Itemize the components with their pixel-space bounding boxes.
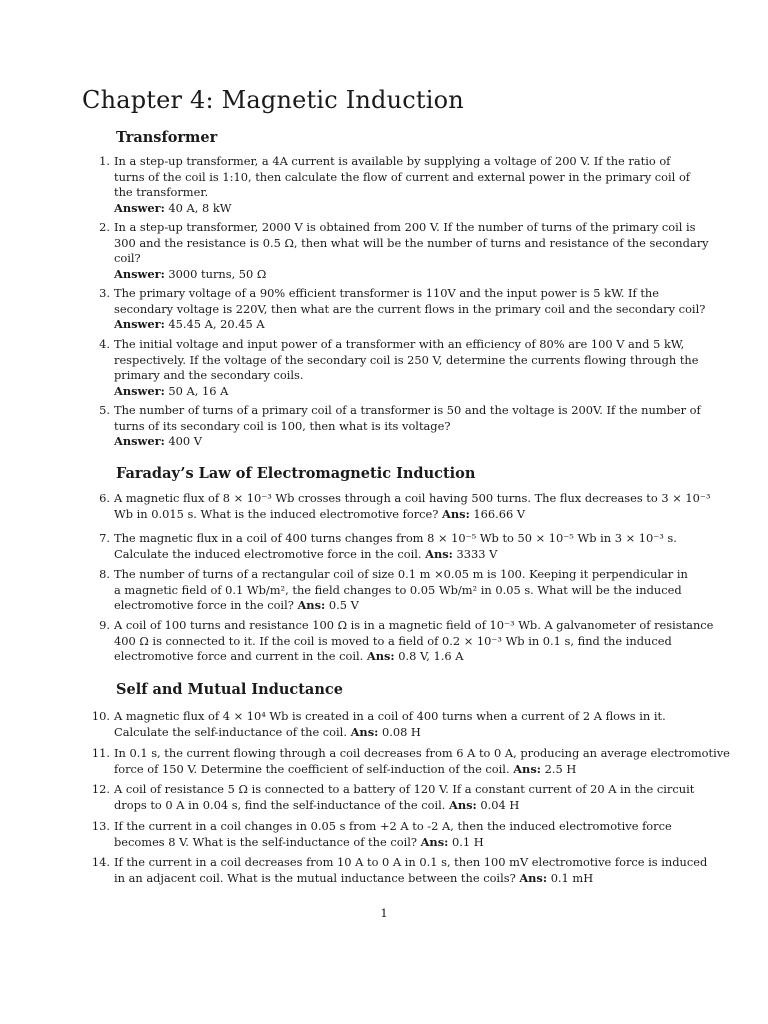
problem-number: 12. [91,782,110,796]
problem-text-line [114,871,694,887]
problem-text-line [114,507,694,523]
problem-text: A coil of 100 turns and resistance 100 Ω is in a magnetic field of 10⁻³ Wb. A galvanometer of resistance [114,618,714,632]
problem-text-line [114,403,701,419]
problem-text: In a step-up transformer, a 4A current is available by supplying a voltage of 200 V. If the ratio of [114,154,671,168]
answer-value: 50 A, 16 A [168,383,229,398]
problem-number: 4. [99,337,110,351]
problem-number: 9. [99,618,110,632]
answer-value: 3000 turns, 50 Ω [168,266,267,281]
problem-text: electromotive force in the coil? [114,598,294,612]
answer-value: 0.1 H [451,834,484,849]
problem-text-line [114,583,694,599]
problem-text-line [114,531,694,547]
answer-value: 0.04 H [480,797,520,812]
problem-text-line [114,170,694,186]
problem-number: 6. [99,491,110,505]
problem-text-line [114,746,730,762]
problem-number: 5. [99,403,110,417]
answer-value: 166.66 V [473,506,526,521]
answer-label: Answer: [114,434,165,448]
answer-value: 0.8 V, 1.6 A [398,649,464,663]
problem-text: turns of its secondary coil is 100, then what is its voltage? [114,418,451,433]
answer-label: Ans: [442,506,470,521]
problem-number: 1. [99,154,110,168]
problem-number: 2. [99,220,110,234]
section-title-inductance: Self and Mutual Inductance [116,681,343,698]
problem-text: coil? [114,251,141,265]
problem-number: 3. [99,286,110,300]
answer-label: Answer: [114,383,165,398]
problem-text-line [114,762,694,778]
problem-text-line [114,419,694,435]
answer-label: Ans: [350,724,379,739]
problem-text: A coil of resistance 5 Ω is connected to a battery of 120 V. If a constant current of 20 A in the circuit [114,782,695,796]
problem-text: The magnetic flux in a coil of 400 turns changes from 8 × 10⁻⁵ Wb to 50 × 10⁻⁵ Wb in 3 × 10⁻³ s. [114,531,677,545]
problem-number: 8. [99,567,110,581]
problem-number: 14. [91,855,110,869]
problem-text-line [114,835,694,851]
answer-label: Ans: [425,546,453,561]
problem-text-line [114,491,711,507]
problem-text: In 0.1 s, the current flowing through a coil decreases from 6 A to 0 A, producing an average electromotive [114,746,730,760]
answer-value: 45.45 A, 20.45 A [168,317,265,331]
answer-label: Ans: [513,761,541,776]
problem-text: the transformer. [114,185,209,199]
answer-line [114,201,694,217]
problem-text: Calculate the induced electromotive force in the coil. [114,546,422,561]
problem-text: If the current in a coil changes in 0.05 s from +2 A to -2 A, then the induced electromotive force [114,819,672,833]
problem-item [99,491,711,522]
problem-number: 11. [91,746,110,760]
problem-text: drops to 0 A in 0.04 s, find the self-inductance of the coil. [114,797,446,812]
problem-text-line [114,547,694,563]
answer-line [114,434,694,450]
problem-item [99,337,699,399]
problem-text-line [114,855,708,871]
problem-item [91,855,708,886]
problem-text: electromotive force and current in the coil. [114,649,364,663]
answer-value: 400 V [168,434,203,448]
problem-item [91,709,694,740]
problem-text: The initial voltage and input power of a transformer with an efficiency of 80% are 100 V and 5 kW, [114,337,685,351]
problem-text: A magnetic flux of 8 × 10⁻³ Wb crosses through a coil having 500 turns. The flux decreases to 3 × 10⁻³ [114,491,711,505]
problem-item [99,154,694,216]
answer-label: Ans: [420,834,449,849]
problem-text-line [114,709,694,725]
answer-label: Ans: [448,797,477,812]
chapter-title: Chapter 4: Magnetic Induction [82,86,464,114]
problem-text-line [114,819,694,835]
problem-text-line [114,782,694,798]
problem-text: Wb in 0.015 s. What is the induced electromotive force? [114,506,439,521]
problem-text: The primary voltage of a 90% efficient transformer is 110V and the input power is 5 kW. If the [114,286,660,300]
problem-text-line [114,154,694,170]
problem-text-line [114,337,694,353]
problem-text: A magnetic flux of 4 × 10⁴ Wb is created in a coil of 400 turns when a current of 2 A flows in it. [114,709,666,723]
problem-text: 300 and the resistance is 0.5 Ω, then what will be the number of turns and resistance of the secondary [114,235,709,250]
problem-number: 7. [99,531,110,545]
problem-text-line [114,286,694,302]
answer-line [114,317,694,333]
problem-text-line [114,598,694,614]
section-title-transformer: Transformer [116,129,218,146]
problem-item [99,286,706,333]
problem-text-line [114,368,694,384]
answer-line [114,384,694,400]
problem-text: force of 150 V. Determine the coefficient of self-induction of the coil. [114,761,510,776]
answer-value: 2.5 H [544,761,577,776]
problem-text-line [114,798,694,814]
problem-text-line [114,352,699,369]
answer-value: 0.5 V [328,598,359,612]
problem-text: The number of turns of a primary coil of a transformer is 50 and the voltage is 200V. If the number of [114,403,701,417]
problem-text-line [114,251,694,267]
problem-text-line [114,725,694,741]
answer-value: 40 A, 8 kW [168,200,232,215]
problem-text-line [114,301,706,318]
answer-label: Answer: [114,317,165,331]
answer-value: 3333 V [456,546,498,561]
problem-number: 13. [91,819,110,833]
problem-text-line [114,567,694,583]
problem-text: primary and the secondary coils. [114,368,304,382]
answer-label: Answer: [114,200,165,215]
problem-text: The number of turns of a rectangular coil of size 0.1 m ×0.05 m is 100. Keeping it perpendicular in [114,567,688,581]
answer-line [114,267,694,283]
answer-value: 0.1 mH [550,870,594,885]
problem-text: a magnetic field of 0.1 Wb/m², the field changes to 0.05 Wb/m² in 0.05 s. What will be the induced [114,582,682,597]
problem-text-line [114,649,694,665]
answer-label: Ans: [297,598,326,612]
page-number: 1 [380,906,388,920]
problem-number: 10. [91,709,110,723]
problem-text: turns of the coil is 1:10, then calculate the flow of current and external power in the primary coil of [114,169,691,184]
problem-item [99,531,694,562]
answer-value: 0.08 H [381,724,421,739]
problem-item [99,220,709,282]
answer-label: Ans: [366,649,395,663]
problem-text: If the current in a coil decreases from 10 A to 0 A in 0.1 s, then 100 mV electromotive force is induced [114,855,708,869]
problem-text: In a step-up transformer, 2000 V is obtained from 200 V. If the number of turns of the primary coil is [114,220,696,234]
problem-item [99,403,701,450]
problem-item [91,819,694,850]
problem-text: Calculate the self-inductance of the coil. [114,724,347,739]
section-title-faraday: Faraday’s Law of Electromagnetic Induction [116,465,476,482]
problem-text: becomes 8 V. What is the self-inductance of the coil? [114,834,417,849]
problem-text: 400 Ω is connected to it. If the coil is moved to a field of 0.2 × 10⁻³ Wb in 0.1 s, find the induced [114,633,672,648]
problem-text-line [114,634,694,650]
answer-label: Answer: [114,266,165,281]
problem-text-line [114,220,694,236]
answer-label: Ans: [519,870,548,885]
problem-item [91,782,695,813]
problem-text: in an adjacent coil. What is the mutual inductance between the coils? [114,870,516,885]
problem-item [91,746,730,777]
problem-text: respectively. If the voltage of the secondary coil is 250 V, determine the currents flowing through the [114,352,699,367]
problem-item [99,618,714,665]
problem-text-line [114,618,714,634]
problem-text-line [114,235,709,252]
problem-text-line [114,185,694,201]
problem-text: secondary voltage is 220V, then what are the current flows in the primary coil and the secondary coil? [114,301,706,316]
problem-item [99,567,694,614]
